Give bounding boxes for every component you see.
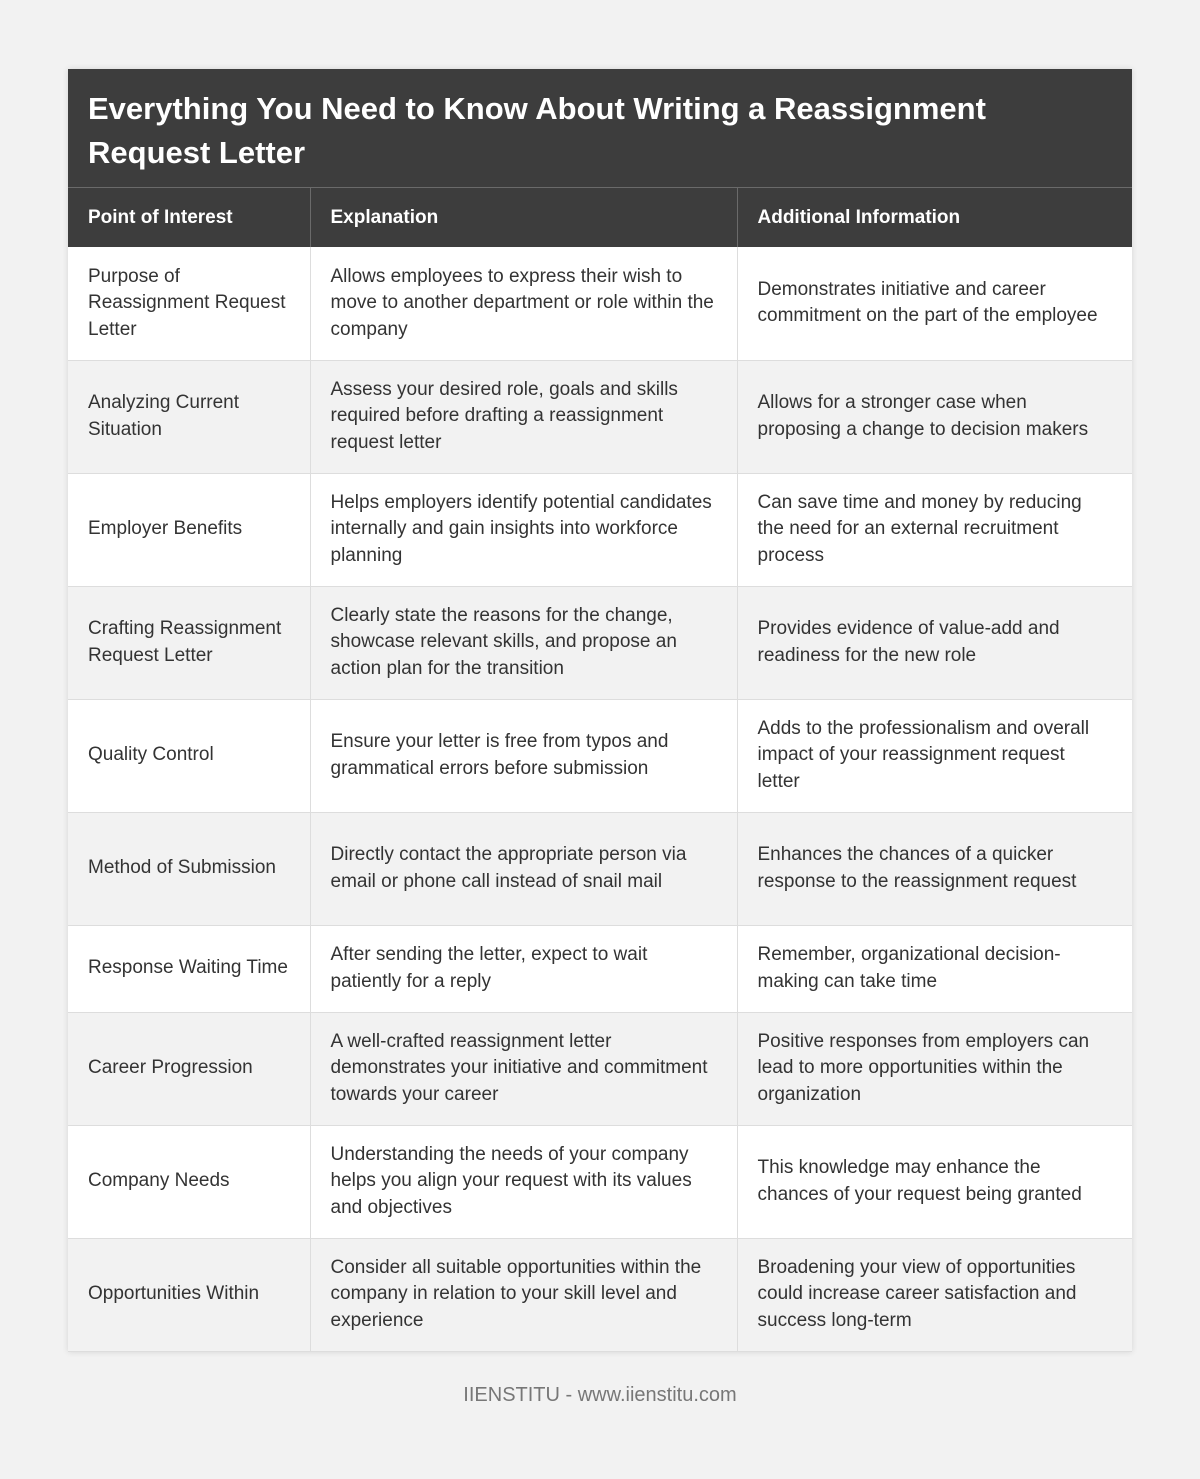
- cell-explanation: Ensure your letter is free from typos and grammatical errors before submission: [310, 699, 737, 812]
- cell-point: Analyzing Current Situation: [68, 360, 310, 473]
- table-row: [68, 586, 1132, 699]
- cell-explanation: Understanding the needs of your company helps you align your request with its values and objectives: [310, 1125, 737, 1238]
- cell-point: Quality Control: [68, 699, 310, 812]
- page-title: Everything You Need to Know About Writing a Reassignment Request Letter: [68, 69, 1132, 188]
- cell-explanation: Assess your desired role, goals and skills required before drafting a reassignment request letter: [310, 360, 737, 473]
- cell-additional: Broadening your view of opportunities could increase career satisfaction and success long-term: [737, 1238, 1132, 1351]
- cell-point: Method of Submission: [68, 812, 310, 925]
- cell-explanation: Helps employers identify potential candidates internally and gain insights into workforce planning: [310, 473, 737, 586]
- cell-explanation: After sending the letter, expect to wait patiently for a reply: [310, 925, 737, 1012]
- cell-additional: Can save time and money by reducing the need for an external recruitment process: [737, 473, 1132, 586]
- footer-credit: IIENSTITU - www.iienstitu.com: [463, 1384, 737, 1406]
- cell-explanation: Allows employees to express their wish to move to another department or role within the company: [310, 247, 737, 360]
- column-header-point: Point of Interest: [68, 188, 310, 247]
- table-row: [68, 812, 1132, 925]
- table-row: [68, 699, 1132, 812]
- cell-explanation: A well-crafted reassignment letter demonstrates your initiative and commitment towards your career: [310, 1012, 737, 1125]
- column-header-additional: Additional Information: [737, 188, 1132, 247]
- cell-additional: Positive responses from employers can lead to more opportunities within the organization: [737, 1012, 1132, 1125]
- cell-explanation: Clearly state the reasons for the change, showcase relevant skills, and propose an action plan for the transition: [310, 586, 737, 699]
- cell-point: Crafting Reassignment Request Letter: [68, 586, 310, 699]
- cell-point: Response Waiting Time: [68, 925, 310, 1012]
- cell-additional: Allows for a stronger case when proposing a change to decision makers: [737, 360, 1132, 473]
- table-row: [68, 247, 1132, 360]
- cell-additional: Adds to the professionalism and overall impact of your reassignment request letter: [737, 699, 1132, 812]
- table-header-row: [68, 188, 1132, 247]
- cell-point: Purpose of Reassignment Request Letter: [68, 247, 310, 360]
- cell-additional: Enhances the chances of a quicker response to the reassignment request: [737, 812, 1132, 925]
- content-card: [68, 69, 1132, 1352]
- cell-additional: Remember, organizational decision-making can take time: [737, 925, 1132, 1012]
- cell-point: Employer Benefits: [68, 473, 310, 586]
- table-row: [68, 925, 1132, 1012]
- cell-additional: This knowledge may enhance the chances of your request being granted: [737, 1125, 1132, 1238]
- cell-additional: Provides evidence of value-add and readiness for the new role: [737, 586, 1132, 699]
- cell-point: Opportunities Within: [68, 1238, 310, 1351]
- table-row: [68, 1012, 1132, 1125]
- cell-point: Career Progression: [68, 1012, 310, 1125]
- table-row: [68, 1238, 1132, 1351]
- column-header-explanation: Explanation: [310, 188, 737, 247]
- cell-point: Company Needs: [68, 1125, 310, 1238]
- cell-explanation: Directly contact the appropriate person via email or phone call instead of snail mail: [310, 812, 737, 925]
- table-row: [68, 1125, 1132, 1238]
- info-table: [68, 188, 1132, 1352]
- cell-additional: Demonstrates initiative and career commitment on the part of the employee: [737, 247, 1132, 360]
- cell-explanation: Consider all suitable opportunities within the company in relation to your skill level and experience: [310, 1238, 737, 1351]
- table-row: [68, 473, 1132, 586]
- table-row: [68, 360, 1132, 473]
